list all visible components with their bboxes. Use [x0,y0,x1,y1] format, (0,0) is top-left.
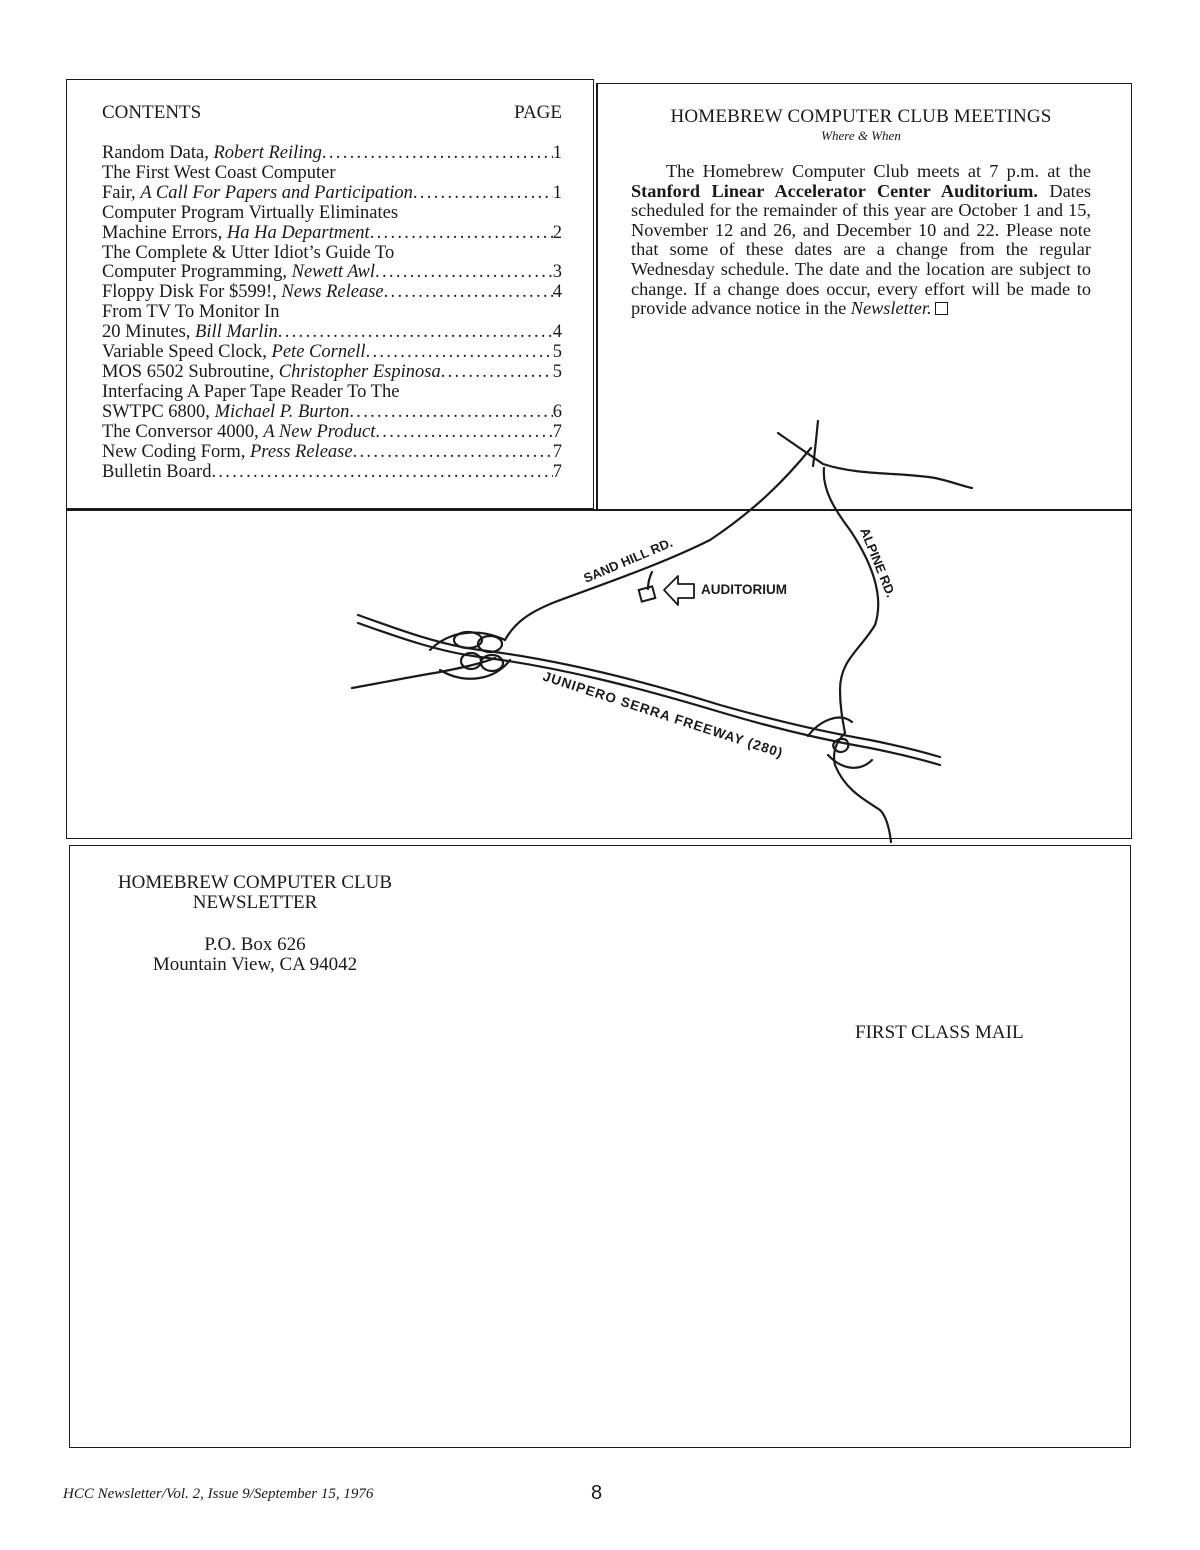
toc-leader [349,403,552,423]
postage-class: FIRST CLASS MAIL [855,1022,1024,1043]
toc-page-number: 5 [552,342,562,363]
toc-title-text: The Complete & Utter Idiot’s Guide To [102,242,395,263]
toc-page-number: 7 [552,441,562,462]
toc-line [102,204,562,224]
toc-line [102,463,562,483]
toc-author: Press Release [250,441,353,462]
toc-title [102,463,211,483]
toc-title-text: Machine Errors, [102,222,227,243]
return-address [96,935,414,975]
meetings-title: HOMEBREW COMPUTER CLUB MEETINGS [670,106,1052,127]
toc-line [102,423,562,443]
toc-line [102,303,562,323]
toc-page-number: 1 [552,182,562,203]
page-heading: PAGE [514,102,562,123]
contents-list [102,144,562,482]
toc-title-text: Computer Programming, [102,262,292,283]
toc-line [102,184,562,204]
toc-line [102,224,562,244]
toc-title [102,263,375,283]
toc-page-number: 2 [552,222,562,243]
toc-line [102,343,562,363]
footer-issue: HCC Newsletter/Vol. 2, Issue 9/September 15, 1976 [63,1486,374,1502]
return-address-name [96,873,414,913]
toc-line [102,164,562,184]
toc-title [102,363,441,383]
contents-header [102,102,562,124]
map-label-sand-hill: SAND HILL RD. [581,534,675,586]
meetings-location: Stanford Linear Accelerator Center Auditorium. [631,180,1038,201]
toc-page-number: 3 [552,262,562,283]
toc-title [102,184,413,204]
toc-title-text: 20 Minutes, [102,322,196,343]
toc-title-text: Floppy Disk For $599!, [102,282,282,303]
toc-line [102,403,562,423]
toc-title [102,224,370,244]
toc-title-text: Bulletin Board [102,461,212,482]
toc-page-number: 7 [552,461,562,482]
toc-title-text: Fair, [102,182,141,203]
toc-page-number: 1 [552,143,562,163]
toc-title [102,164,336,184]
toc-title-text: Interfacing A Paper Tape Reader To The [102,381,400,402]
map-label-auditorium: AUDITORIUM [701,582,787,597]
toc-title [102,383,399,403]
toc-title [102,244,394,264]
toc-page-number: 5 [552,361,562,382]
toc-leader [384,283,553,303]
toc-title-text: SWTPC 6800, [102,401,215,422]
toc-author: Newett Awl [291,262,376,283]
toc-author: Ha Ha Department [226,222,370,243]
toc-title-text: Variable Speed Clock, [102,342,272,363]
map-box [66,509,1132,839]
toc-author: Pete Cornell [271,342,366,363]
toc-leader [375,263,553,283]
toc-title-text: From TV To Monitor In [102,302,280,323]
meetings-subtitle: Where & When [821,128,901,143]
toc-leader [322,144,553,164]
toc-title [102,343,366,363]
toc-line [102,244,562,264]
meetings-body [631,162,1091,319]
meetings-text-1: The Homebrew Computer Club meets at 7 p.m. at the [666,161,1091,181]
toc-leader [375,423,552,443]
toc-author: A Call For Papers and Participation [140,182,413,203]
toc-page-number: 6 [552,401,562,422]
toc-title [102,443,353,463]
toc-line [102,443,562,463]
toc-leader [211,463,552,483]
toc-title-text: Computer Program Virtually Eliminates [102,202,399,223]
toc-line [102,383,562,403]
toc-author: Christopher Espinosa [278,361,441,382]
toc-title [102,423,375,443]
toc-author: News Release [281,282,384,303]
toc-line [102,144,562,164]
toc-title [102,403,349,423]
club-name-line-1: HOMEBREW COMPUTER CLUB [117,872,393,893]
map-label-freeway: JUNIPERO SERRA FREEWAY (280) [541,668,786,761]
toc-page-number: 7 [552,421,562,442]
toc-title-text: Random Data, [102,143,214,163]
toc-title [102,144,322,164]
toc-line [102,323,562,343]
toc-line [102,283,562,303]
toc-title [102,283,384,303]
toc-author: Robert Reiling [213,143,322,163]
address-line-1: P.O. Box 626 [204,934,306,955]
club-name-line-2: NEWSLETTER [192,892,318,913]
toc-leader [441,363,553,383]
toc-title [102,204,398,224]
toc-leader [278,323,553,343]
toc-page-number: 4 [552,322,562,343]
toc-page-number: 4 [552,282,562,303]
toc-leader [370,224,553,244]
toc-title-text: New Coding Form, [102,441,250,462]
meetings-newsletter: Newsletter. [850,298,932,319]
toc-title [102,303,280,323]
toc-line [102,363,562,383]
end-mark-icon [935,302,948,315]
toc-leader [353,443,553,463]
toc-title-text: The First West Coast Computer [102,162,336,183]
address-line-2: Mountain View, CA 94042 [152,954,358,975]
toc-title [102,323,278,343]
toc-author: Bill Marlin [195,322,278,343]
page-number: 8 [591,1482,603,1504]
toc-leader [366,343,553,363]
map-label-alpine: ALPINE RD. [857,525,899,600]
toc-author: Michael P. Burton [214,401,350,422]
toc-title-text: The Conversor 4000, [102,421,264,442]
meetings-text-2: Dates scheduled for the remainder of this year are October 1 and 15, November 12 and 26, and December 10 and 22. Please note that some of these dates are a change from the regular Wednesday schedule. The date and the location are subject to change. If a change does occur, every effort will be made to provide advance notice in the [631,180,1091,319]
toc-title-text: MOS 6502 Subroutine, [102,361,279,382]
toc-author: A New Product [263,421,376,442]
toc-line [102,263,562,283]
contents-heading: CONTENTS [102,102,202,123]
toc-leader [413,184,553,204]
